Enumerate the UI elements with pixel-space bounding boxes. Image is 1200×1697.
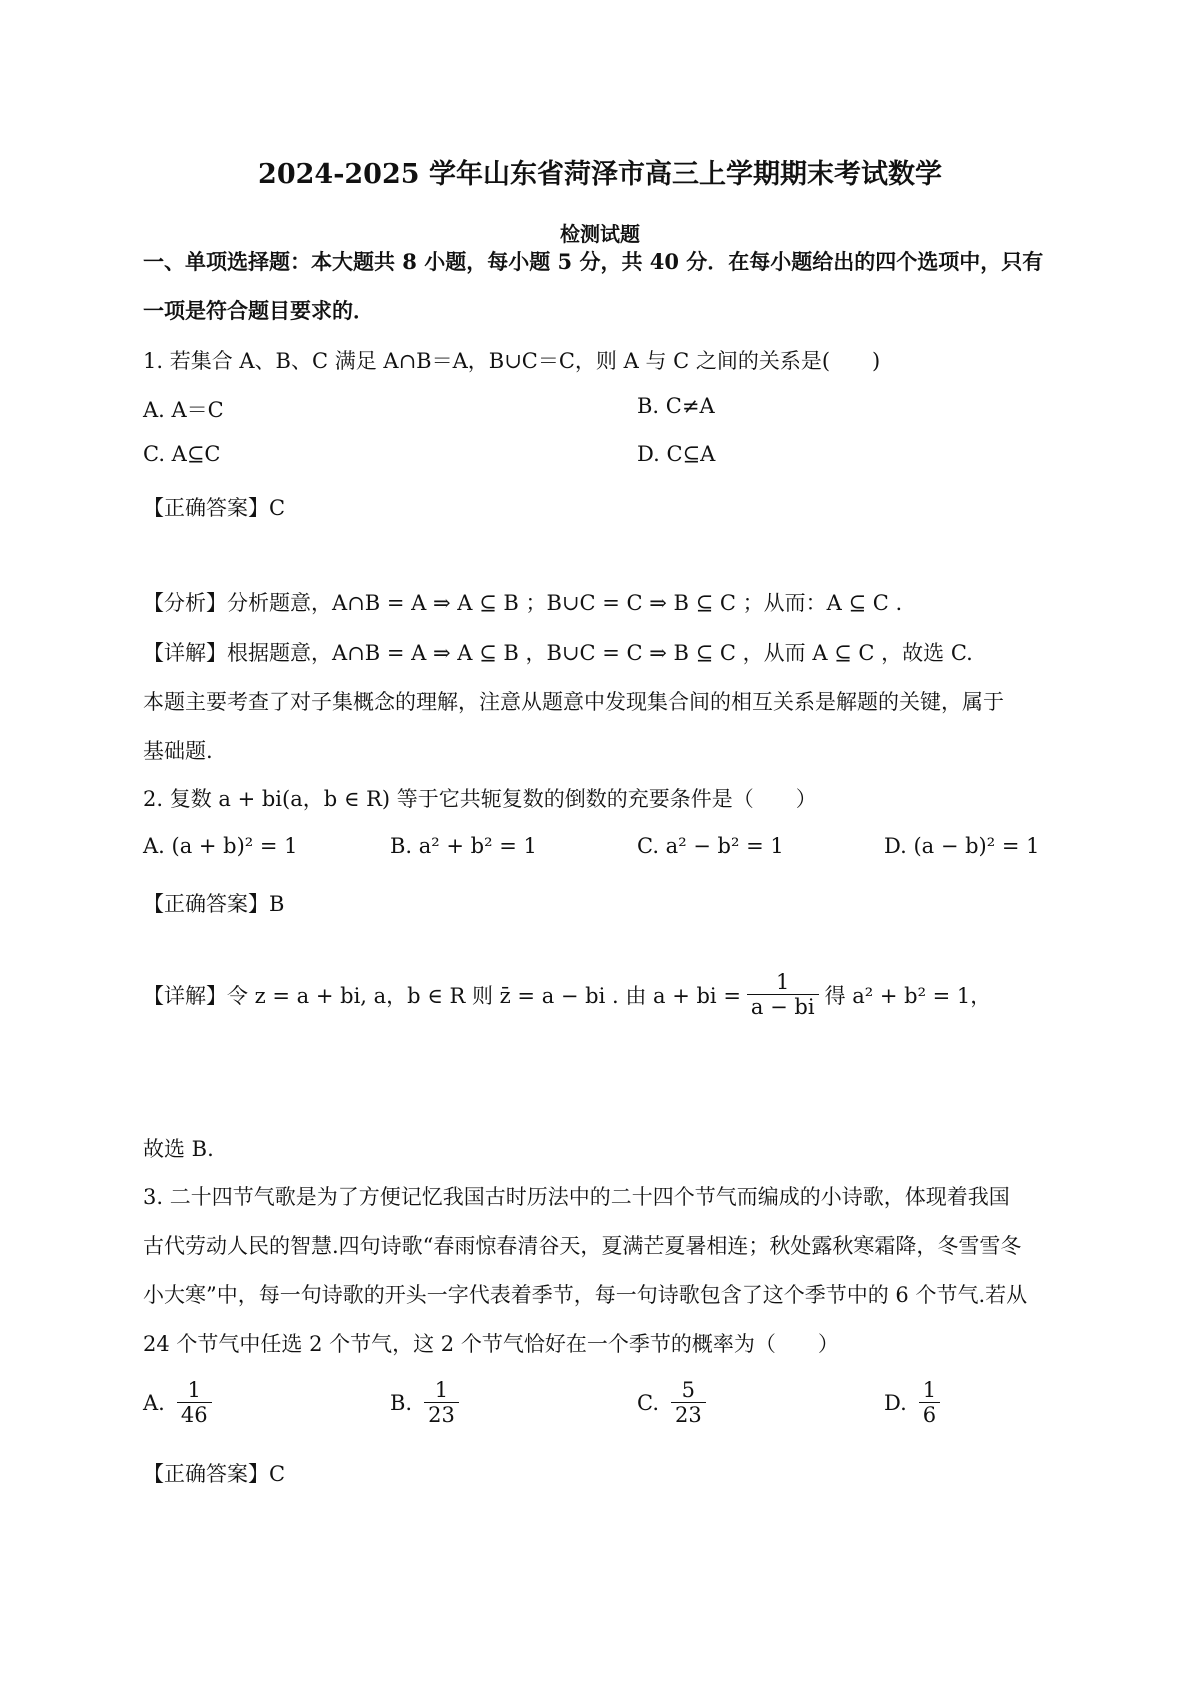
q2-stem: 2. 复数 a + bi(a，b ∈ R) 等于它共轭复数的倒数的充要条件是（ ） — [143, 787, 817, 811]
section-heading-line1: 一、单项选择题：本大题共 8 小题，每小题 5 分，共 40 分．在每小题给出的四个选项中，只有 — [143, 249, 1044, 274]
q2-detail — [143, 970, 991, 1019]
q3-option-d-label: D. — [884, 1390, 907, 1415]
q1-answer: 【正确答案】C — [143, 496, 286, 520]
q2-detail-suffix: 得 a² + b² = 1， — [824, 983, 992, 1008]
q1-comment-line1: 本题主要考查了对子集概念的理解，注意从题意中发现集合间的相互关系是解题的关键，属于 — [143, 690, 1004, 714]
q1-option-d: D. C⊆A — [637, 442, 716, 466]
q3-option-b — [390, 1378, 459, 1427]
q3-option-c — [637, 1378, 706, 1427]
q1-detail: 【详解】根据题意，A∩B = A ⇒ A ⊆ B ，B∪C = C ⇒ B ⊆ C ，从而 A ⊆ C ，故选 C. — [143, 641, 973, 665]
q1-option-a: A. A＝C — [143, 398, 224, 422]
q3-option-c-numerator: 5 — [681, 1378, 696, 1402]
q2-detail-prefix: 【详解】令 z = a + bi, a，b ∈ R 则 z̄ = a − bi . 由 a + bi = — [143, 983, 741, 1008]
q3-stem-line1: 3. 二十四节气歌是为了方便记忆我国古时历法中的二十四个节气而编成的小诗歌，体现着我国 — [143, 1185, 1010, 1209]
q3-option-d — [884, 1378, 940, 1427]
q2-detail-fraction-numerator: 1 — [776, 970, 790, 994]
q1-analysis: 【分析】分析题意，A∩B = A ⇒ A ⊆ B ；B∪C = C ⇒ B ⊆ C ；从而：A ⊆ C . — [143, 591, 903, 615]
q3-option-b-denominator: 23 — [424, 1402, 459, 1427]
page-subtitle: 检测试题 — [560, 222, 640, 246]
q2-detail-fraction-denominator: a − bi — [747, 994, 819, 1019]
q3-stem-line3: 小大寒”中，每一句诗歌的开头一字代表着季节，每一句诗歌包含了这个季节中的 6 个节气.若从 — [143, 1283, 1028, 1307]
page-title: 2024-2025 学年山东省菏泽市高三上学期期末考试数学 — [258, 159, 942, 190]
q3-option-c-denominator: 23 — [671, 1402, 706, 1427]
q2-option-c: C. a² − b² = 1 — [637, 834, 784, 858]
q3-stem-line4: 24 个节气中任选 2 个节气，这 2 个节气恰好在一个季节的概率为（ ） — [143, 1332, 839, 1356]
q1-option-c: C. A⊆C — [143, 442, 221, 466]
q3-option-b-label: B. — [390, 1390, 413, 1415]
q3-option-d-fraction — [919, 1378, 940, 1427]
section-heading-line2: 一项是符合题目要求的． — [143, 298, 374, 323]
q3-option-c-label: C. — [637, 1390, 659, 1415]
q2-option-d: D. (a − b)² = 1 — [884, 834, 1040, 858]
q3-option-d-numerator: 1 — [922, 1378, 937, 1402]
q3-option-a-fraction — [177, 1378, 212, 1427]
q1-option-b: B. C≠A — [637, 394, 715, 418]
q3-option-a-label: A. — [143, 1390, 165, 1415]
q3-answer: 【正确答案】C — [143, 1462, 286, 1486]
q1-stem: 1. 若集合 A、B、C 满足 A∩B＝A，B∪C＝C，则 A 与 C 之间的关系是( ) — [143, 349, 881, 373]
q3-option-a-denominator: 46 — [177, 1402, 212, 1427]
q2-option-b: B. a² + b² = 1 — [390, 834, 537, 858]
q3-stem-line2: 古代劳动人民的智慧.四句诗歌“春雨惊春清谷天，夏满芒夏暑相连；秋处露秋寒霜降，冬雪雪冬 — [143, 1234, 1022, 1258]
q2-answer: 【正确答案】B — [143, 892, 285, 916]
q3-option-b-fraction — [424, 1378, 459, 1427]
q1-comment-line2: 基础题. — [143, 739, 213, 763]
q3-option-a-numerator: 1 — [187, 1378, 201, 1402]
q3-option-c-fraction — [671, 1378, 706, 1427]
q2-detail-fraction — [747, 970, 819, 1019]
q2-conclusion: 故选 B. — [143, 1137, 214, 1161]
q2-option-a: A. (a + b)² = 1 — [143, 834, 298, 858]
q3-option-d-denominator: 6 — [919, 1402, 940, 1427]
q3-option-a — [143, 1378, 212, 1427]
q3-option-b-numerator: 1 — [434, 1378, 449, 1402]
